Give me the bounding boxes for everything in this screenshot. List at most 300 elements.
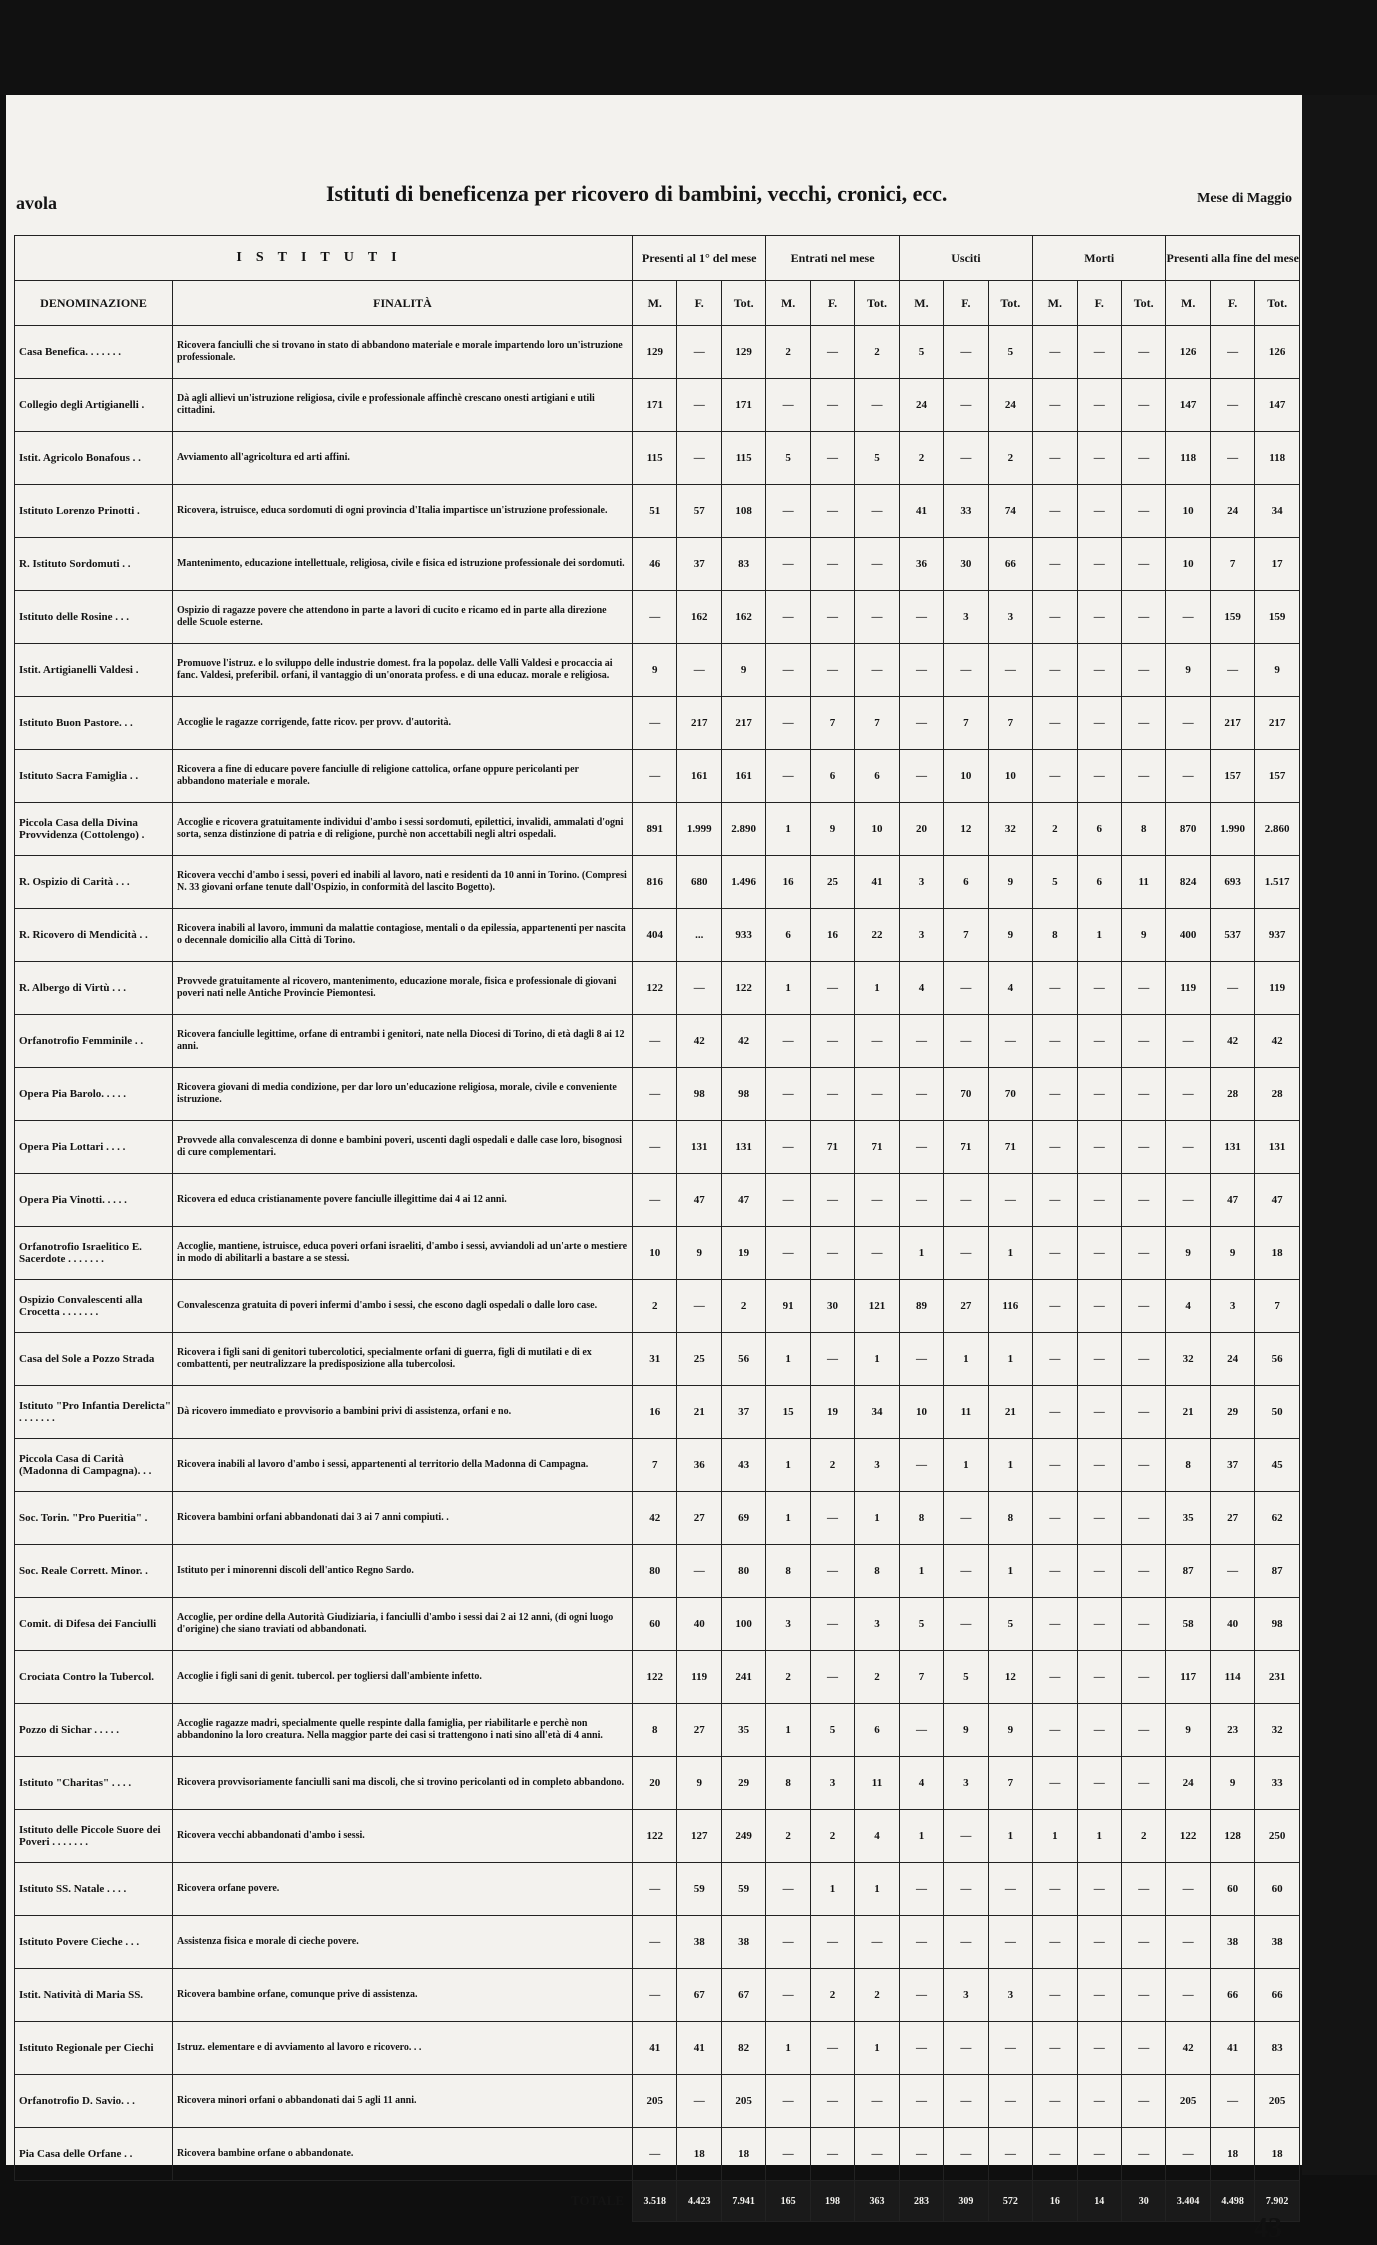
count-cell: — xyxy=(899,1121,943,1174)
count-cell: — xyxy=(1033,2128,1077,2181)
institution-purpose: Ricovera inabili al lavoro d'ambo i sessi, appartenenti al territorio della Madonna di Campagna. xyxy=(173,1439,633,1492)
count-cell: 24 xyxy=(899,379,943,432)
count-cell: 41 xyxy=(1210,2022,1254,2075)
institutions-table xyxy=(14,235,1300,2222)
count-cell: — xyxy=(1033,750,1077,803)
count-cell: — xyxy=(899,750,943,803)
count-cell: 5 xyxy=(988,326,1032,379)
count-cell: 18 xyxy=(721,2128,765,2181)
count-cell: 1 xyxy=(988,1227,1032,1280)
count-cell: — xyxy=(1122,1598,1166,1651)
count-cell: 19 xyxy=(810,1386,854,1439)
count-cell: — xyxy=(1033,2075,1077,2128)
count-cell: — xyxy=(810,2128,854,2181)
count-cell: 7 xyxy=(1255,1280,1300,1333)
count-cell: 35 xyxy=(721,1704,765,1757)
institution-purpose: Ricovera i figli sani di genitori tubercolotici, specialmente orfani di guerra, figli di mutilati e di ex combattenti, per neutralizzare la predisposizione alla tubercolosi. xyxy=(173,1333,633,1386)
morti-header: Morti xyxy=(1033,236,1166,281)
count-cell: — xyxy=(899,2075,943,2128)
count-cell: 537 xyxy=(1210,909,1254,962)
institution-purpose: Ricovera a fine di educare povere fanciulle di religione cattolica, orfane oppure pericolanti per abbandono materiale e morale. xyxy=(173,750,633,803)
count-cell: — xyxy=(1166,750,1210,803)
count-cell: 129 xyxy=(721,326,765,379)
count-cell: 82 xyxy=(721,2022,765,2075)
count-cell: 131 xyxy=(677,1121,721,1174)
institution-purpose: Convalescenza gratuita di poveri infermi d'ambo i sessi, che escono dagli ospedali o dalle loro case. xyxy=(173,1280,633,1333)
count-cell: 1 xyxy=(944,1439,988,1492)
table-row xyxy=(15,1598,1300,1651)
count-cell: — xyxy=(899,1704,943,1757)
count-cell: — xyxy=(988,644,1032,697)
count-cell: 1 xyxy=(766,2022,810,2075)
count-cell: — xyxy=(1033,697,1077,750)
count-cell: 161 xyxy=(721,750,765,803)
count-cell: 404 xyxy=(633,909,677,962)
institution-purpose: Ricovera bambini orfani abbandonati dai 3 ai 7 anni compiuti. . xyxy=(173,1492,633,1545)
count-cell: 3 xyxy=(944,1969,988,2022)
count-cell: — xyxy=(1033,1015,1077,1068)
table-row xyxy=(15,326,1300,379)
institution-name: Soc. Reale Corrett. Minor. . xyxy=(15,1545,173,1598)
table-row xyxy=(15,1068,1300,1121)
count-cell: — xyxy=(1122,697,1166,750)
count-cell: — xyxy=(1122,326,1166,379)
count-cell: 66 xyxy=(1210,1969,1254,2022)
count-cell: 1 xyxy=(1077,1810,1121,1863)
subheader-f: F. xyxy=(810,281,854,326)
count-cell: — xyxy=(944,962,988,1015)
table-row xyxy=(15,1174,1300,1227)
count-cell: 25 xyxy=(810,856,854,909)
count-cell: 11 xyxy=(944,1386,988,1439)
count-cell: 933 xyxy=(721,909,765,962)
count-cell: 25 xyxy=(677,1333,721,1386)
table-row xyxy=(15,1492,1300,1545)
count-cell: — xyxy=(1122,2075,1166,2128)
count-cell: 3 xyxy=(944,591,988,644)
count-cell: — xyxy=(944,1916,988,1969)
count-cell: 4 xyxy=(1166,1280,1210,1333)
count-cell: 27 xyxy=(677,1704,721,1757)
table-row xyxy=(15,750,1300,803)
count-cell: — xyxy=(1077,1121,1121,1174)
count-cell: — xyxy=(1033,2022,1077,2075)
count-cell: — xyxy=(633,1015,677,1068)
count-cell: 1.496 xyxy=(721,856,765,909)
count-cell: — xyxy=(1077,326,1121,379)
count-cell: 824 xyxy=(1166,856,1210,909)
institution-name: R. Albergo di Virtù . . . xyxy=(15,962,173,1015)
institution-purpose: Ospizio di ragazze povere che attendono in parte a lavori di cucito e ricamo ed in parte alla direzione delle Scuole esterne. xyxy=(173,591,633,644)
count-cell: 32 xyxy=(988,803,1032,856)
count-cell: 62 xyxy=(1255,1492,1300,1545)
count-cell: 71 xyxy=(988,1121,1032,1174)
count-cell: — xyxy=(1122,1015,1166,1068)
count-cell: 32 xyxy=(1255,1704,1300,1757)
count-cell: — xyxy=(1077,538,1121,591)
count-cell: 51 xyxy=(633,485,677,538)
count-cell: 35 xyxy=(1166,1492,1210,1545)
count-cell: 6 xyxy=(944,856,988,909)
count-cell: 42 xyxy=(1210,1015,1254,1068)
count-cell: — xyxy=(1077,1280,1121,1333)
count-cell: 5 xyxy=(899,1598,943,1651)
count-cell: — xyxy=(766,2128,810,2181)
count-cell: — xyxy=(766,379,810,432)
count-cell: 127 xyxy=(677,1810,721,1863)
count-cell: — xyxy=(1210,2075,1254,2128)
count-cell: 7 xyxy=(1210,538,1254,591)
count-cell: — xyxy=(633,1863,677,1916)
count-cell: 11 xyxy=(855,1757,899,1810)
count-cell: 8 xyxy=(899,1492,943,1545)
count-cell: 217 xyxy=(1255,697,1300,750)
institution-name: Opera Pia Lottari . . . . xyxy=(15,1121,173,1174)
count-cell: 5 xyxy=(766,432,810,485)
count-cell: 1 xyxy=(988,1333,1032,1386)
count-cell: 47 xyxy=(1255,1174,1300,1227)
count-cell: — xyxy=(810,591,854,644)
count-cell: 23 xyxy=(1210,1704,1254,1757)
institution-purpose: Mantenimento, educazione intellettuale, religiosa, civile e fisica ed istruzione professionale dei sordomuti. xyxy=(173,538,633,591)
count-cell: — xyxy=(1122,591,1166,644)
count-cell: 1 xyxy=(855,2022,899,2075)
total-cell: 572 xyxy=(988,2181,1032,2222)
count-cell: 30 xyxy=(944,538,988,591)
institution-purpose: Ricovera bambine orfane o abbandonate. xyxy=(173,2128,633,2181)
count-cell: 8 xyxy=(766,1545,810,1598)
count-cell: 29 xyxy=(1210,1386,1254,1439)
count-cell: — xyxy=(1033,1545,1077,1598)
count-cell: — xyxy=(810,1015,854,1068)
count-cell: 18 xyxy=(1255,2128,1300,2181)
count-cell: 9 xyxy=(988,1704,1032,1757)
total-cell: 198 xyxy=(810,2181,854,2222)
count-cell: — xyxy=(944,1492,988,1545)
institution-purpose: Assistenza fisica e morale di cieche povere. xyxy=(173,1916,633,1969)
count-cell: 42 xyxy=(1166,2022,1210,2075)
count-cell: 1 xyxy=(766,962,810,1015)
table-row xyxy=(15,1757,1300,1810)
subheader-tot: Tot. xyxy=(855,281,899,326)
entrati-header: Entrati nel mese xyxy=(766,236,899,281)
count-cell: 6 xyxy=(1077,803,1121,856)
institution-name: Soc. Torin. "Pro Pueritia" . xyxy=(15,1492,173,1545)
count-cell: 4 xyxy=(855,1810,899,1863)
institution-purpose: Accoglie e ricovera gratuitamente individui d'ambo i sessi sordomuti, epilettici, invalidi, ammalati d'ogni sorta, senza distinzione di patria e di religione, purchè non accettabili negli altri ospedali. xyxy=(173,803,633,856)
count-cell: 249 xyxy=(721,1810,765,1863)
count-cell: — xyxy=(988,2075,1032,2128)
count-cell: — xyxy=(633,1174,677,1227)
total-cell: 4.423 xyxy=(677,2181,721,2222)
institution-purpose: Accoglie ragazze madri, specialmente quelle respinte dalla famiglia, per riabilitarle e perchè non abbandonino la loro creatura. Nella maggior parte dei casi si trattengono i nati sino all'età di 4 anni. xyxy=(173,1704,633,1757)
count-cell: — xyxy=(677,644,721,697)
count-cell: — xyxy=(766,697,810,750)
count-cell: 5 xyxy=(1033,856,1077,909)
month-label: Mese di Maggio xyxy=(1197,191,1292,206)
count-cell: — xyxy=(1166,1121,1210,1174)
institution-name: Istituto delle Piccole Suore dei Poveri . . . . . . . xyxy=(15,1810,173,1863)
count-cell: 2 xyxy=(1033,803,1077,856)
count-cell: 20 xyxy=(633,1757,677,1810)
page-title: Istituti di beneficenza per ricovero di bambini, vecchi, cronici, ecc. xyxy=(326,181,948,206)
table-row xyxy=(15,1333,1300,1386)
count-cell: 24 xyxy=(1166,1757,1210,1810)
count-cell: — xyxy=(633,1121,677,1174)
count-cell: 7 xyxy=(988,1757,1032,1810)
count-cell: 42 xyxy=(1255,1015,1300,1068)
count-cell: 17 xyxy=(1255,538,1300,591)
count-cell: — xyxy=(766,750,810,803)
count-cell: 157 xyxy=(1255,750,1300,803)
count-cell: 205 xyxy=(1255,2075,1300,2128)
institution-name: Istituto Buon Pastore. . . xyxy=(15,697,173,750)
institution-purpose: Accoglie, per ordine della Autorità Giudiziaria, i fanciulli d'ambo i sessi dai 2 ai 12 anni, (di ogni luogo d'origine) che siano traviati od abbandonati. xyxy=(173,1598,633,1651)
count-cell: 2 xyxy=(810,1810,854,1863)
count-cell: 9 xyxy=(1166,644,1210,697)
count-cell: 131 xyxy=(721,1121,765,1174)
count-cell: 126 xyxy=(1255,326,1300,379)
presenti-inizio-header: Presenti al 1° del mese xyxy=(633,236,766,281)
count-cell: — xyxy=(1077,1439,1121,1492)
count-cell: 117 xyxy=(1166,1651,1210,1704)
count-cell: 119 xyxy=(677,1651,721,1704)
table-row xyxy=(15,1916,1300,1969)
count-cell: 18 xyxy=(1210,2128,1254,2181)
count-cell: 3 xyxy=(810,1757,854,1810)
count-cell: — xyxy=(1122,962,1166,1015)
count-cell: 1 xyxy=(944,1333,988,1386)
count-cell: — xyxy=(1077,697,1121,750)
count-cell: — xyxy=(1033,1651,1077,1704)
count-cell: 29 xyxy=(721,1757,765,1810)
count-cell: 10 xyxy=(1166,538,1210,591)
count-cell: 45 xyxy=(1255,1439,1300,1492)
count-cell: — xyxy=(855,2128,899,2181)
count-cell: 69 xyxy=(721,1492,765,1545)
istituti-header: ISTITUTI xyxy=(15,236,633,281)
count-cell: — xyxy=(1033,1174,1077,1227)
count-cell: — xyxy=(1033,1916,1077,1969)
count-cell: — xyxy=(1033,1598,1077,1651)
institution-name: Comit. di Difesa dei Fanciulli xyxy=(15,1598,173,1651)
count-cell: — xyxy=(855,1227,899,1280)
count-cell: 2 xyxy=(1122,1810,1166,1863)
count-cell: — xyxy=(944,326,988,379)
count-cell: — xyxy=(988,1916,1032,1969)
institution-name: R. Ospizio di Carità . . . xyxy=(15,856,173,909)
count-cell: 16 xyxy=(766,856,810,909)
count-cell: — xyxy=(766,1227,810,1280)
count-cell: 80 xyxy=(633,1545,677,1598)
count-cell: 250 xyxy=(1255,1810,1300,1863)
count-cell: — xyxy=(1033,1969,1077,2022)
count-cell: — xyxy=(1166,697,1210,750)
count-cell: 37 xyxy=(1210,1439,1254,1492)
count-cell: — xyxy=(1122,1704,1166,1757)
count-cell: 7 xyxy=(944,909,988,962)
count-cell: 1 xyxy=(899,1545,943,1598)
totals-row xyxy=(15,2181,1300,2222)
count-cell: — xyxy=(633,591,677,644)
count-cell: — xyxy=(1210,644,1254,697)
count-cell: — xyxy=(1033,326,1077,379)
count-cell: — xyxy=(766,1916,810,1969)
count-cell: — xyxy=(766,1863,810,1916)
count-cell: 157 xyxy=(1210,750,1254,803)
count-cell: — xyxy=(944,2128,988,2181)
count-cell: — xyxy=(810,1916,854,1969)
count-cell: 3 xyxy=(766,1598,810,1651)
count-cell: 8 xyxy=(855,1545,899,1598)
count-cell: — xyxy=(1122,1121,1166,1174)
count-cell: — xyxy=(810,1545,854,1598)
count-cell: — xyxy=(1033,1333,1077,1386)
count-cell: 56 xyxy=(721,1333,765,1386)
count-cell: — xyxy=(855,644,899,697)
total-cell: 309 xyxy=(944,2181,988,2222)
institution-name: Orfanotrofio Israelitico E. Sacerdote . . . . . . . xyxy=(15,1227,173,1280)
table-row xyxy=(15,1280,1300,1333)
count-cell: — xyxy=(1122,1863,1166,1916)
denominazione-header: DENOMINAZIONE xyxy=(15,281,173,326)
count-cell: 2.860 xyxy=(1255,803,1300,856)
count-cell: 1 xyxy=(766,803,810,856)
count-cell: — xyxy=(1077,591,1121,644)
count-cell: 2.890 xyxy=(721,803,765,856)
count-cell: 114 xyxy=(1210,1651,1254,1704)
count-cell: 9 xyxy=(988,856,1032,909)
count-cell: — xyxy=(988,2128,1032,2181)
count-cell: 870 xyxy=(1166,803,1210,856)
count-cell: 42 xyxy=(721,1015,765,1068)
count-cell: 9 xyxy=(1122,909,1166,962)
count-cell: 2 xyxy=(855,1969,899,2022)
count-cell: 1 xyxy=(855,1333,899,1386)
table-row xyxy=(15,1545,1300,1598)
count-cell: — xyxy=(633,1068,677,1121)
count-cell: 2 xyxy=(810,1969,854,2022)
count-cell: — xyxy=(899,1969,943,2022)
institution-purpose: Avviamento all'agricoltura ed arti affini. xyxy=(173,432,633,485)
count-cell: 41 xyxy=(855,856,899,909)
count-cell: 3 xyxy=(899,856,943,909)
count-cell: 5 xyxy=(855,432,899,485)
count-cell: 10 xyxy=(1166,485,1210,538)
count-cell: — xyxy=(1210,1545,1254,1598)
count-cell: — xyxy=(1033,591,1077,644)
count-cell: 159 xyxy=(1210,591,1254,644)
count-cell: 816 xyxy=(633,856,677,909)
institution-purpose: Provvede alla convalescenza di donne e bambini poveri, uscenti dagli ospedali e dalle case loro, bisognosi di cure complementari. xyxy=(173,1121,633,1174)
institution-purpose: Accoglie i figli sani di genit. tubercol. per togliersi dall'ambiente infetto. xyxy=(173,1651,633,1704)
count-cell: — xyxy=(1077,1863,1121,1916)
count-cell: 121 xyxy=(855,1280,899,1333)
count-cell: 40 xyxy=(1210,1598,1254,1651)
count-cell: — xyxy=(1077,1492,1121,1545)
count-cell: — xyxy=(1077,962,1121,1015)
institution-purpose: Ricovera vecchi d'ambo i sessi, poveri ed inabili al lavoro, nati e residenti da 10 anni in Torino. (Compresi N. 33 giovani orfane tenute dall'Ospizio, in conformità del lascito Bogetto). xyxy=(173,856,633,909)
count-cell: 8 xyxy=(1122,803,1166,856)
count-cell: 27 xyxy=(677,1492,721,1545)
institution-purpose: Dà agli allievi un'istruzione religiosa, civile e professionale affinchè crescano onesti artigiani e utili cittadini. xyxy=(173,379,633,432)
count-cell: 34 xyxy=(1255,485,1300,538)
institution-purpose: Istituto per i minorenni discoli dell'antico Regno Sardo. xyxy=(173,1545,633,1598)
count-cell: — xyxy=(1077,1333,1121,1386)
count-cell: — xyxy=(1122,1227,1166,1280)
count-cell: 9 xyxy=(944,1704,988,1757)
count-cell: 937 xyxy=(1255,909,1300,962)
count-cell: — xyxy=(944,1545,988,1598)
institution-purpose: Ricovera vecchi abbandonati d'ambo i sessi. xyxy=(173,1810,633,1863)
count-cell: — xyxy=(1122,1333,1166,1386)
count-cell: — xyxy=(810,1492,854,1545)
count-cell: 57 xyxy=(677,485,721,538)
count-cell: — xyxy=(1033,432,1077,485)
table-row xyxy=(15,909,1300,962)
count-cell: 6 xyxy=(766,909,810,962)
total-cell: 7.902 xyxy=(1255,2181,1300,2222)
count-cell: — xyxy=(1122,1916,1166,1969)
count-cell: 1 xyxy=(766,1704,810,1757)
institution-name: Istit. Artigianelli Valdesi . xyxy=(15,644,173,697)
count-cell: 24 xyxy=(1210,1333,1254,1386)
count-cell: 171 xyxy=(633,379,677,432)
count-cell: 42 xyxy=(633,1492,677,1545)
count-cell: — xyxy=(1033,1386,1077,1439)
count-cell: 7 xyxy=(988,697,1032,750)
table-row xyxy=(15,1704,1300,1757)
count-cell: 205 xyxy=(1166,2075,1210,2128)
count-cell: 217 xyxy=(1210,697,1254,750)
count-cell: 1.990 xyxy=(1210,803,1254,856)
count-cell: 21 xyxy=(1166,1386,1210,1439)
count-cell: 38 xyxy=(721,1916,765,1969)
count-cell: 8 xyxy=(988,1492,1032,1545)
count-cell: 41 xyxy=(899,485,943,538)
count-cell: — xyxy=(1122,2128,1166,2181)
subheader-m: M. xyxy=(899,281,943,326)
count-cell: 891 xyxy=(633,803,677,856)
count-cell: — xyxy=(1077,432,1121,485)
count-cell: 118 xyxy=(1255,432,1300,485)
count-cell: 119 xyxy=(1255,962,1300,1015)
count-cell: — xyxy=(899,644,943,697)
count-cell: — xyxy=(944,2022,988,2075)
count-cell: 10 xyxy=(899,1386,943,1439)
count-cell: 9 xyxy=(1166,1227,1210,1280)
count-cell: 162 xyxy=(721,591,765,644)
count-cell: — xyxy=(810,1651,854,1704)
count-cell: — xyxy=(944,1598,988,1651)
institution-name: Istituto "Pro Infantia Derelicta" . . . . . . . xyxy=(15,1386,173,1439)
count-cell: 147 xyxy=(1166,379,1210,432)
count-cell: 32 xyxy=(1166,1333,1210,1386)
count-cell: 129 xyxy=(633,326,677,379)
count-cell: — xyxy=(1122,1969,1166,2022)
count-cell: — xyxy=(810,1227,854,1280)
count-cell: — xyxy=(899,1174,943,1227)
table-row xyxy=(15,856,1300,909)
count-cell: 98 xyxy=(721,1068,765,1121)
institution-name: Orfanotrofio D. Savio. . . xyxy=(15,2075,173,2128)
scan-right-margin xyxy=(1302,95,1377,2175)
count-cell: 27 xyxy=(1210,1492,1254,1545)
table-row xyxy=(15,697,1300,750)
count-cell: 122 xyxy=(633,1651,677,1704)
count-cell: 119 xyxy=(1166,962,1210,1015)
institution-name: Collegio degli Artigianelli . xyxy=(15,379,173,432)
